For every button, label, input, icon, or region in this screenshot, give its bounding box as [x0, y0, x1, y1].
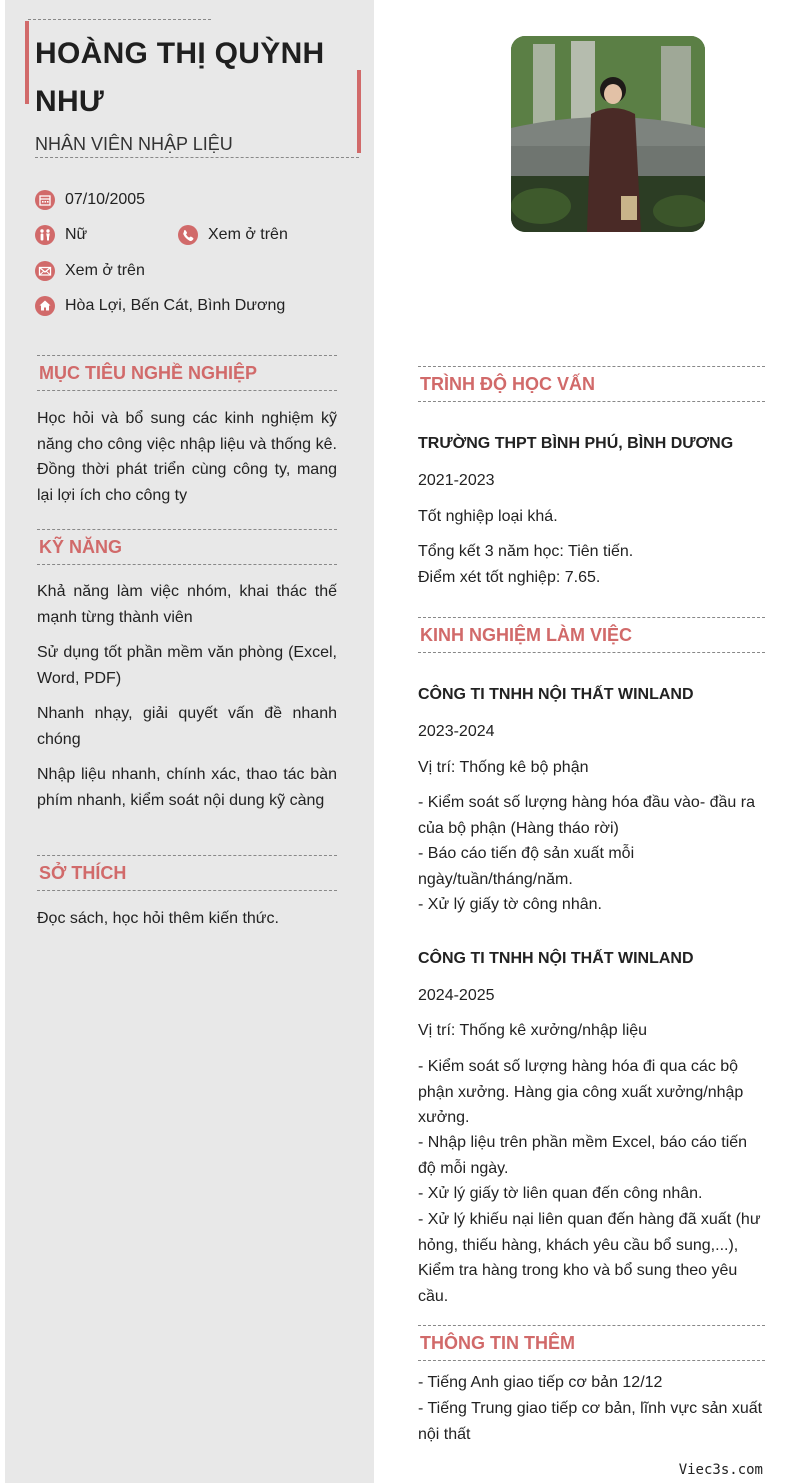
hobbies-heading: SỞ THÍCH	[37, 855, 337, 891]
job-duty: - Kiểm soát số lượng hàng hóa đầu vào- đầu ra của bộ phận (Hàng tháo rời)	[418, 794, 755, 837]
accent-bar-left	[25, 21, 29, 104]
job-duty: - Xử lý giấy tờ công nhân.	[418, 896, 602, 913]
job-company: CÔNG TI TNHH NỘI THẤT WINLAND	[418, 686, 694, 703]
job-period: 2023-2024	[418, 723, 495, 740]
phone-icon	[178, 225, 198, 245]
education-period: 2021-2023	[418, 472, 495, 489]
phone-value: Xem ở trên	[208, 226, 288, 243]
email-value: Xem ở trên	[65, 262, 145, 279]
objective-heading: MỤC TIÊU NGHỀ NGHIỆP	[37, 355, 337, 391]
job-title: NHÂN VIÊN NHẬP LIỆU	[35, 131, 359, 158]
address-value: Hòa Lợi, Bến Cát, Bình Dương	[65, 297, 286, 314]
skill-item: Nhập liệu nhanh, chính xác, thao tác bàn phím nhanh, kiểm soát nội dung kỹ càng	[37, 766, 337, 809]
contact-address	[35, 296, 285, 316]
education-summary: Tổng kết 3 năm học: Tiên tiến.	[418, 543, 634, 560]
contact-phone	[178, 225, 288, 245]
job-duty: - Nhập liệu trên phần mềm Excel, báo cáo tiến độ mỗi ngày.	[418, 1134, 748, 1177]
experience-heading: KINH NGHIỆM LÀM VIỆC	[418, 617, 765, 653]
full-name: HOÀNG THỊ QUỲNH NHƯ	[35, 37, 325, 118]
objective-text: Học hỏi và bổ sung các kinh nghiệm kỹ năng cho công việc nhập liệu và thống kê. Đồng thời phát triển cùng công ty, mang lại lợi ích cho công ty	[37, 410, 337, 504]
job-duty: - Xử lý giấy tờ liên quan đến công nhân.	[418, 1185, 703, 1202]
education-heading: TRÌNH ĐỘ HỌC VẤN	[418, 366, 765, 402]
job-position: Vị trí: Thống kê xưởng/nhập liệu	[418, 1022, 648, 1039]
name-top-rule	[28, 19, 211, 20]
job-company: CÔNG TI TNHH NỘI THẤT WINLAND	[418, 950, 694, 967]
education-result: Tốt nghiệp loại khá.	[418, 508, 558, 525]
job-position: Vị trí: Thống kê bộ phận	[418, 759, 589, 776]
extra-heading: THÔNG TIN THÊM	[418, 1325, 765, 1361]
birthday-value: 07/10/2005	[65, 191, 146, 208]
contact-email	[35, 261, 145, 281]
skills-heading: KỸ NĂNG	[37, 529, 337, 565]
skill-item: Sử dụng tốt phần mềm văn phòng (Excel, Word, PDF)	[37, 644, 337, 687]
job-duty: - Báo cáo tiến độ sản xuất mỗi ngày/tuần/tháng/năm.	[418, 845, 635, 888]
education-score: Điểm xét tốt nghiệp: 7.65.	[418, 569, 601, 586]
job-period: 2024-2025	[418, 987, 495, 1004]
gender-icon	[35, 225, 55, 245]
email-icon	[35, 261, 55, 281]
skill-item: Nhanh nhạy, giải quyết vấn đề nhanh chóng	[37, 705, 337, 748]
skill-item: Khả năng làm việc nhóm, khai thác thế mạnh từng thành viên	[37, 583, 337, 626]
hobbies-text: Đọc sách, học hỏi thêm kiến thức.	[37, 910, 279, 927]
calendar-icon	[35, 190, 55, 210]
extra-item: - Tiếng Trung giao tiếp cơ bản, lĩnh vực sản xuất nội thất	[418, 1400, 763, 1443]
gender-value: Nữ	[65, 226, 88, 243]
job-duty: - Xử lý khiếu nại liên quan đến hàng đã xuất (hư hỏng, thiếu hàng, khách yêu cầu bổ sung,...), Kiểm tra hàng trong kho và bổ sung theo yêu cầu.	[418, 1211, 761, 1305]
watermark: Viec3s.com	[678, 1462, 763, 1478]
home-icon	[35, 296, 55, 316]
contact-birthday	[35, 190, 145, 210]
job-duty: - Kiểm soát số lượng hàng hóa đi qua các bộ phận xưởng. Hàng gia công xuất xưởng/nhập xưởng.	[418, 1058, 744, 1126]
profile-photo	[511, 36, 705, 232]
school-name: TRƯỜNG THPT BÌNH PHÚ, BÌNH DƯƠNG	[418, 435, 734, 452]
contact-gender	[35, 225, 87, 245]
extra-item: - Tiếng Anh giao tiếp cơ bản 12/12	[418, 1374, 663, 1391]
